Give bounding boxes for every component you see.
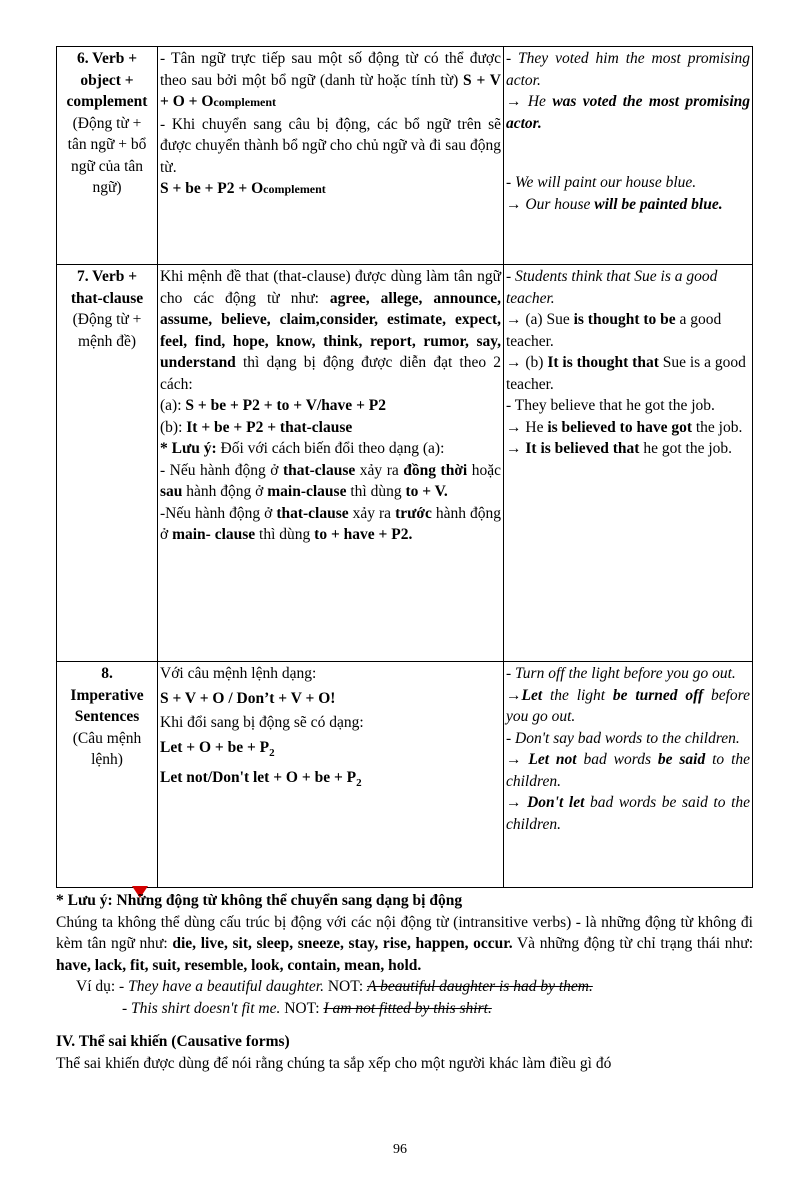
text: → [506, 751, 529, 768]
text: - Nếu hành động ở [160, 461, 283, 479]
text: before you go out. [506, 686, 750, 725]
row-8-title-cell [57, 662, 158, 888]
text: → [506, 440, 526, 457]
formula [160, 178, 501, 201]
note-item [160, 503, 501, 546]
row-8-examples-cell [504, 662, 753, 888]
example-line: - Students think that Sue is a good teacher. [506, 268, 718, 307]
row-7-description-cell [158, 265, 504, 662]
text: he got the job. [639, 440, 733, 457]
row-subtitle-line: mệnh đề) [77, 332, 137, 350]
text: -Nếu hành động ở [160, 504, 277, 522]
emphasis: It is believed that [525, 440, 640, 457]
row-title-line: 6. Verb + [76, 50, 138, 67]
note-label: * Lưu ý: [160, 440, 217, 457]
text: thì dùng [255, 526, 315, 543]
label: (a): [160, 397, 186, 414]
table-row [57, 265, 753, 662]
formula-subscript: 2 [269, 746, 275, 759]
incorrect-sentence: A beautiful daughter is had by them. [367, 978, 593, 995]
text: → He [506, 418, 548, 436]
emphasis: be said [657, 751, 706, 768]
text: - Tân ngữ trực tiếp sau một số động từ có thể được theo sau bởi một bổ ngữ (danh từ hoặc tính từ) [160, 50, 501, 89]
row-6-examples-cell [504, 47, 753, 265]
example-line: - We will paint our house blue. [506, 174, 697, 191]
emphasis: be turned off [612, 686, 704, 704]
formula-subscript: complement [263, 182, 326, 196]
example-line [506, 438, 750, 460]
note-item [160, 460, 501, 503]
example-line: - They voted him the most promising actor. [506, 50, 750, 89]
example-line [506, 685, 750, 728]
emphasis: is believed to have got [547, 418, 692, 436]
text: Chúng ta không thể dùng cấu trúc bị động với các nội động từ (intransitive verbs) - là những động từ không đi kèm tân ngữ như: [56, 913, 753, 952]
text: the job. [691, 418, 743, 436]
text: thì dạng bị động được diễn đạt theo 2 cách: [160, 354, 501, 393]
notes-heading: * Lưu ý: Những động từ không thể chuyển sang dạng bị động [56, 892, 463, 909]
emphasis: that-clause [276, 504, 349, 522]
text: - [122, 999, 132, 1017]
row-subtitle-line: lệnh) [91, 751, 123, 768]
text: a good teacher. [506, 311, 722, 350]
incorrect-sentence: I am not fitted by this shirt. [323, 999, 492, 1017]
text: → [506, 794, 528, 811]
emphasis: It is thought that [547, 354, 659, 371]
text: the light [542, 686, 613, 704]
verb-list: die, live, sit, sleep, sneeze, stay, rise, happen, occur. [172, 935, 513, 952]
row-7-examples-cell [504, 265, 753, 662]
text: Và những động từ chỉ trạng thái như: [512, 935, 753, 952]
example-line [506, 417, 750, 439]
text: hành động ở [160, 504, 502, 543]
row-title-line: Sentences [74, 708, 140, 725]
emphasis: is thought to be [573, 311, 676, 328]
formula-text: S + be + P2 + O [160, 180, 264, 197]
section-heading: IV. Thể sai khiến (Causative forms) [56, 1033, 290, 1050]
description-paragraph [160, 48, 501, 114]
text: → [506, 686, 522, 704]
emphasis: Let [521, 686, 543, 704]
formula-text: S + V + O + O [160, 71, 501, 110]
text: → (b) [506, 354, 548, 371]
example-line: - They believe that he got the job. [506, 397, 715, 414]
row-subtitle-line: (Câu mệnh [72, 729, 142, 747]
grammar-table-wrapper [56, 46, 753, 888]
emphasis: to + have + P2. [314, 526, 413, 543]
table-row [57, 47, 753, 265]
note-paragraph [160, 438, 501, 460]
formula-text: Let + O + be + P [160, 738, 270, 756]
row-6-description-cell [158, 47, 504, 265]
emphasis: that-clause [282, 461, 356, 479]
row-title-line: 8. [101, 665, 113, 682]
row-title-line: 7. Verb + [76, 268, 138, 285]
emphasis: to + V. [405, 483, 448, 500]
emphasis: main-clause [267, 483, 347, 500]
row-6-title-cell [57, 47, 158, 265]
row-subtitle-line: ngữ của tân [70, 157, 144, 175]
example-sentence: They have a beautiful daughter. [128, 978, 324, 995]
emphasis: main- clause [172, 526, 256, 543]
text: hoặc [467, 461, 501, 479]
emphasis: trước [395, 504, 432, 522]
emphasis: đồng thời [403, 461, 468, 479]
row-title-line: complement [66, 93, 148, 110]
example-line [506, 352, 750, 395]
text: xảy ra [355, 461, 404, 479]
example-line [56, 976, 753, 998]
text: NOT: [280, 999, 324, 1017]
emphasis: Don't let [527, 794, 585, 811]
example-line [506, 749, 750, 792]
text: bad words be said to the children. [506, 794, 751, 833]
formula [160, 767, 501, 795]
example-line [506, 194, 750, 216]
formula [160, 737, 501, 765]
label: (b): [160, 418, 187, 436]
example-line [506, 91, 750, 134]
page-number: 96 [393, 1142, 407, 1157]
example-line [506, 792, 750, 835]
text: → (a) Sue [506, 311, 574, 328]
formula-a [160, 395, 501, 417]
spacer [506, 134, 750, 172]
row-8-description-cell [158, 662, 504, 888]
notes-section [56, 890, 753, 1074]
text: Ví dụ: - [76, 978, 129, 995]
verb-list: agree, allege, announce, assume, believe, claim,consider, estimate, expect, feel, find, hope, know, think, report, rumor, say, understand [160, 289, 501, 371]
formula-subscript: complement [213, 95, 277, 109]
description-paragraph [160, 266, 501, 395]
row-subtitle-line: (Động từ + [72, 311, 142, 328]
text: to the children. [506, 751, 751, 790]
formula-text: Let not/Don't let + O + be + P [160, 769, 357, 787]
formula-subscript: 2 [356, 777, 362, 790]
formula: S + V + O / Don’t + V + O! [160, 689, 336, 707]
row-title-line: object + [80, 71, 134, 89]
example-line [56, 998, 753, 1020]
formula-b [160, 417, 501, 439]
text: NOT: [323, 978, 368, 995]
description-paragraph: Khi đổi sang bị động sẽ có dạng: [160, 714, 364, 731]
text: hành động ở [182, 483, 268, 500]
emphasis: sau [160, 483, 183, 500]
text: xảy ra [348, 504, 396, 522]
row-subtitle-line: ngữ) [92, 179, 122, 196]
passive-voice-table [56, 46, 753, 888]
emphasis: Let not [528, 751, 577, 768]
example-line [506, 309, 750, 352]
notes-paragraph [56, 912, 753, 977]
text: thì dùng [346, 483, 406, 500]
verb-list: have, lack, fit, suit, resemble, look, contain, mean, hold. [56, 956, 422, 974]
row-title-line: that-clause [70, 289, 144, 307]
text: Đối với cách biến đổi theo dạng (a): [216, 440, 445, 457]
row-subtitle-line: tân ngữ + bổ [67, 136, 147, 153]
text: → He [506, 93, 553, 110]
example-line: - Don't say bad words to the children. [506, 729, 740, 747]
row-title-line: Imperative [70, 686, 144, 704]
table-row [57, 662, 753, 888]
emphasis: was voted the most promising actor. [506, 93, 751, 132]
text: bad words [576, 751, 658, 768]
description-paragraph: - Khi chuyển sang câu bị động, các bổ ngữ trên sẽ được chuyển thành bổ ngữ cho chủ ngữ và đi sau động từ. [160, 115, 501, 176]
text: → Our house [506, 195, 595, 213]
formula-text: It + be + P2 + that-clause [186, 418, 353, 436]
formula-text: S + be + P2 + to + V/have + P2 [185, 397, 386, 414]
emphasis: will be painted blue. [594, 195, 723, 213]
description-paragraph: Với câu mệnh lệnh dạng: [160, 665, 317, 682]
example-line: - Turn off the light before you go out. [506, 665, 736, 682]
text: Khi mệnh đề that (that-clause) được dùng làm tân ngữ cho các động từ như: [160, 268, 501, 307]
row-7-title-cell [57, 265, 158, 662]
example-sentence: This shirt doesn't fit me. [131, 999, 281, 1017]
text: Sue is a good teacher. [506, 354, 746, 393]
row-subtitle-line: (Động từ + [72, 114, 142, 132]
section-paragraph: Thể sai khiến được dùng để nói rằng chúng ta sắp xếp cho một người khác làm điều gì đó [56, 1054, 612, 1072]
